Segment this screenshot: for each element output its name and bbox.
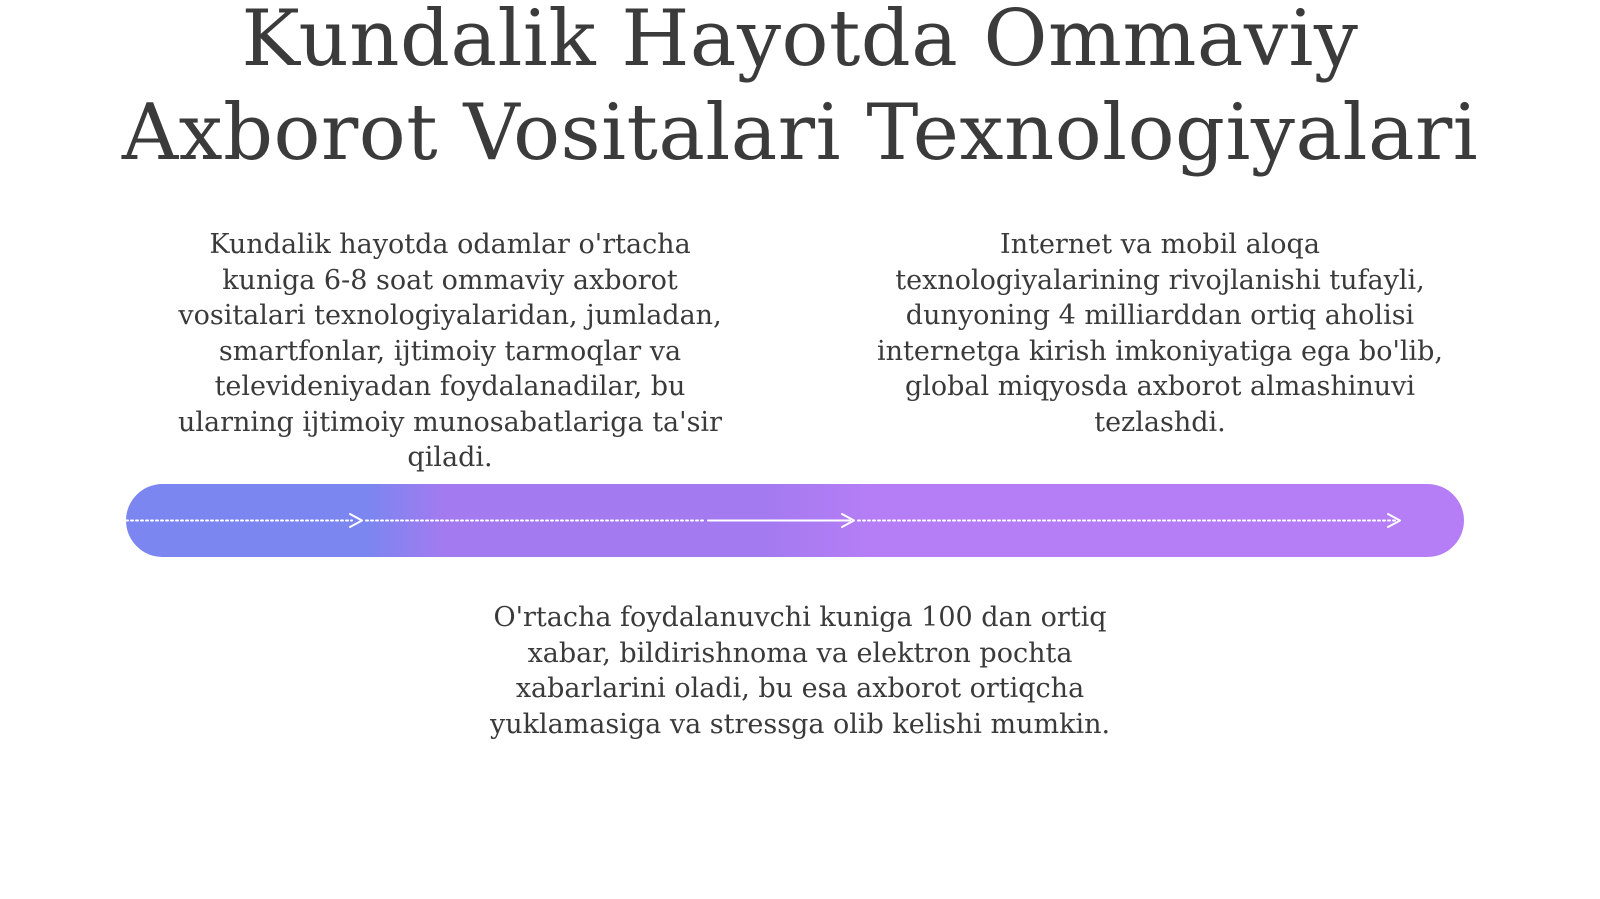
text-line: kuniga 6-8 soat ommaviy axborot — [222, 264, 678, 296]
text-line: yuklamasiga va stressga olib kelishi mumkin. — [489, 708, 1111, 740]
text-line: xabarlarini oladi, bu esa axborot ortiqcha — [515, 673, 1085, 704]
text-line: smartfonlar, ijtimoiy tarmoqlar va — [218, 335, 682, 367]
title-line-1: Kundalik Hayotda Ommaviy — [241, 0, 1359, 84]
text-line: Internet va mobil aloqa — [1000, 229, 1320, 260]
text-line: xabar, bildirishnoma va elektron pochta — [527, 637, 1073, 669]
text-block-left — [100, 227, 800, 476]
text-line: Kundalik hayotda odamlar o'rtacha — [209, 229, 691, 260]
text-line: tezlashdi. — [1094, 406, 1226, 438]
text-line: qiladi. — [407, 442, 493, 473]
text-line: vositalari texnologiyalaridan, jumladan, — [178, 300, 722, 331]
text-block-bottom — [450, 600, 1150, 742]
text-line: ularning ijtimoiy munosabatlariga ta'sir — [178, 406, 722, 438]
text-line: internetga kirish imkoniyatiga ega bo'lib, — [876, 335, 1444, 367]
text-block-right — [810, 227, 1510, 440]
title-line-2: Axborot Vositalari Texnologiyalari — [121, 88, 1479, 178]
text-line: O'rtacha foydalanuvchi kuniga 100 dan ortiq — [493, 602, 1107, 633]
text-line: dunyoning 4 milliarddan ortiq aholisi — [905, 300, 1415, 331]
timeline-bar — [126, 484, 1464, 557]
text-line: texnologiyalarining rivojlanishi tufayli, — [895, 264, 1425, 296]
page-title — [0, 0, 1600, 180]
text-line: televideniyadan foydalanadilar, bu — [214, 371, 686, 402]
timeline-arrows — [126, 484, 1464, 557]
text-line: global miqyosda axborot almashinuvi — [904, 371, 1416, 402]
